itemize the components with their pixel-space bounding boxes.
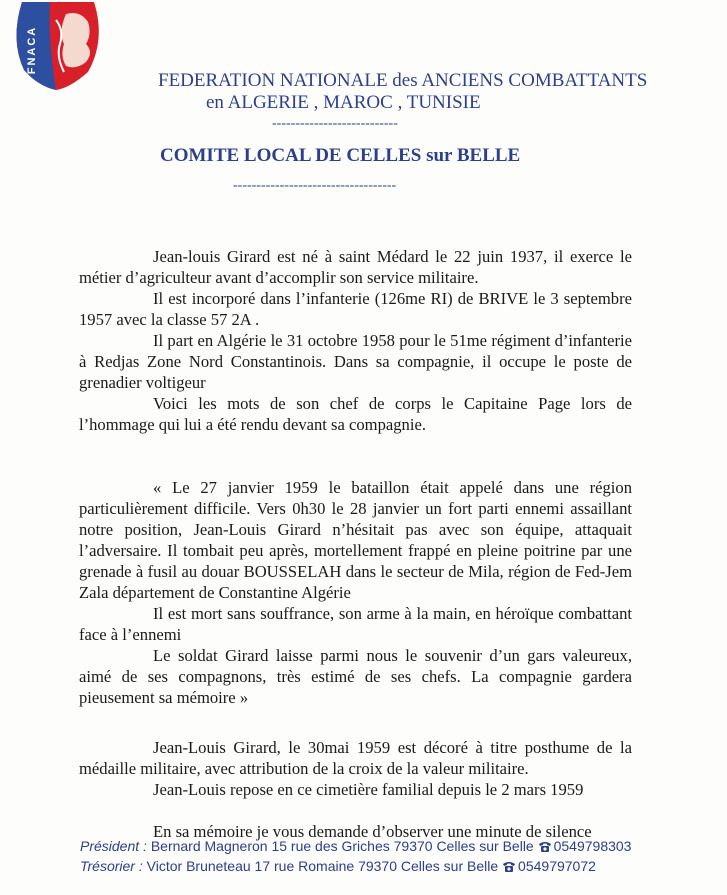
paragraph: Jean-louis Girard est né à saint Médard le 22 juin 1937, il exerce le métier d’agriculteur avant d’accomplir son service militaire. [79, 247, 632, 287]
quote-paragraph: Il est mort sans souffrance, son arme à la main, en héroïque combattant face à l’ennemi [79, 604, 632, 644]
paragraph: Voici les mots de son chef de corps le Capitaine Page lors de l’hommage qui lui a été rendu devant sa compagnie. [79, 394, 632, 434]
comite-title: COMITE LOCAL DE CELLES sur BELLE [160, 145, 521, 166]
president-label: Président : [80, 838, 147, 854]
president-line [80, 836, 631, 856]
org-line-1: FEDERATION NATIONALE des ANCIENS COMBATTANTS [158, 70, 648, 91]
paragraph: Jean-Louis repose en ce cimetière familial depuis le 2 mars 1959 [153, 780, 584, 799]
logo-text: FNACA [26, 25, 38, 75]
footer-contacts [80, 836, 631, 876]
telephone-icon [502, 861, 516, 872]
treasurer-label: Trésorier : [80, 858, 143, 874]
quote-paragraph: Le soldat Girard laisse parmi nous le souvenir d’un gars valeureux, aimé de ses compagnons, très estimé de ses chefs. La compagnie gardera pieusement sa mémoire » [79, 646, 632, 707]
treasurer-line [80, 856, 631, 876]
separator-1: --------------------------- [272, 116, 398, 131]
closing-paragraph: En sa mémoire je vous demande d’observer une minute de silence [153, 822, 592, 841]
quote-paragraph: « Le 27 janvier 1959 le bataillon était appelé dans une région particulièrement difficile. Vers 0h30 le 28 janvier un fort parti ennemi assaillant notre position, Jean-Louis Girard n’hésitait pas avec son équipe, attaquait l’adversaire. Il tombait peu après, mortellement frappé en pleine poitrine par une grenade à fusil au douar BOUSSELAH dans le secteur de Mila, région de Fed-Jem Zala département de Constantine Algérie [79, 478, 632, 602]
paragraph: Il part en Algérie le 31 octobre 1958 pour le 51me régiment d’infanterie à Redjas Zone Nord Constantinois. Dans sa compagnie, il occupe le poste de grenadier voltigeur [79, 331, 632, 392]
paragraph: Jean-Louis Girard, le 30mai 1959 est décoré à titre posthume de la médaille militaire, avec attribution de la croix de la valeur militaire. [79, 738, 632, 778]
president-address: Bernard Magneron 15 rue des Griches 79370 Celles sur Belle [150, 838, 534, 854]
org-line-2: en ALGERIE , MAROC , TUNISIE [206, 92, 481, 113]
president-phone: 0549798303 [553, 838, 632, 854]
separator-2: ----------------------------------- [233, 178, 397, 193]
body-text [79, 246, 632, 842]
treasurer-address: Victor Bruneteau 17 rue Romaine 79370 Celles sur Belle [146, 858, 499, 874]
telephone-icon [538, 841, 552, 852]
treasurer-phone: 0549797072 [518, 858, 596, 874]
paragraph: Il est incorporé dans l’infanterie (126me RI) de BRIVE le 3 septembre 1957 avec la classe 57 2A . [79, 289, 632, 329]
organization-title [158, 70, 647, 114]
fnaca-logo [8, 0, 108, 92]
